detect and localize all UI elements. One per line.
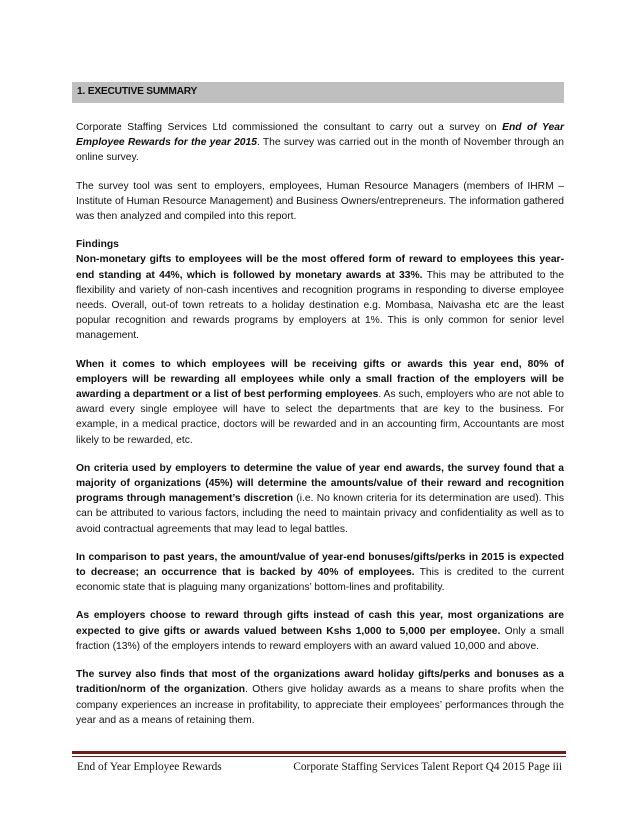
footer-rule-thin [72, 756, 566, 757]
finding-5: As employers choose to reward through gifts instead of cash this year, most organizations are expected to give gifts or awards valued between Kshs 1,000 to 5,000 per employee. Only a small fraction (13%) of the employers intends to reward employers with an award valued 10,000 and above. [76, 610, 564, 652]
intro-paragraph-1: Corporate Staffing Services Ltd commissioned the consultant to carry out a survey on End of Year Employee Rewards for the year 2015. The survey was carried out in the month of November through an online survey. [76, 122, 564, 164]
finding-3: On criteria used by employers to determine the value of year end awards, the survey found that a majority of organizations (45%) will determine the amounts/value of their reward and recognition programs through management’s discretion (i.e. No known criteria for its determination are used). This can be attributed to various factors, including the need to maintain privacy and confidentiality as well as to avoid contractual agreements that may lead to legal battles. [76, 462, 564, 535]
footer-right-text: Corporate Staffing Services Talent Report Q4 2015 Page iii [293, 761, 562, 773]
section-title: 1. EXECUTIVE SUMMARY [77, 86, 198, 97]
finding-4: In comparison to past years, the amount/value of year-end bonuses/gifts/perks in 2015 is expected to decrease; an occurrence that is backed by 40% of employees. This is credited to the current economic state that is plaguing many organizations’ bottom-lines and profitability. [76, 551, 564, 594]
intro-paragraph-2: The survey tool was sent to employers, employees, Human Resource Managers (members of IHRM – Institute of Human Resource Management) and Business Owners/entrepreneurs. The information gathered was then analyzed and compiled into this report. [76, 180, 564, 223]
footer-left-text: End of Year Employee Rewards [77, 761, 222, 773]
finding-1: Non-monetary gifts to employees will be the most offered form of reward to employees this year-end standing at 44%, which is followed by monetary awards at 33%. This may be attributed to the flexibility and variety of non-cash incentives and recognition programs in responding to diverse employee needs. Overall, out-of town retreats to a holiday destination e.g. Mombasa, Naivasha etc are the least popular recognition and rewards programs by employers at 1%. This is only common for senior level management. [76, 254, 565, 342]
footer-rule-thick [72, 751, 566, 754]
body-text [76, 120, 564, 741]
survey-title-emphasis: End of Year Employee Rewards for the year 2015 [76, 122, 564, 149]
findings-heading: Findings [76, 239, 119, 251]
finding-6: The survey also finds that most of the organizations award holiday gifts/perks and bonuses as a tradition/norm of the organization. Others give holiday awards as a means to share profits when the company experiences an increase in profitability, to appreciate their employees’ performances through the year and as a means of retaining them. [76, 669, 564, 726]
finding-2: When it comes to which employees will be receiving gifts or awards this year end, 80% of employers will be rewarding all employees while only a small fraction of the employers will be awarding a department or a list of best performing employees. As such, employers who are not able to award every single employee will have to select the departments that are key to the business. For example, in a medical practice, doctors will be rewarded and in an accounting firm, Accountants are most likely to be rewarded, etc. [76, 358, 564, 446]
